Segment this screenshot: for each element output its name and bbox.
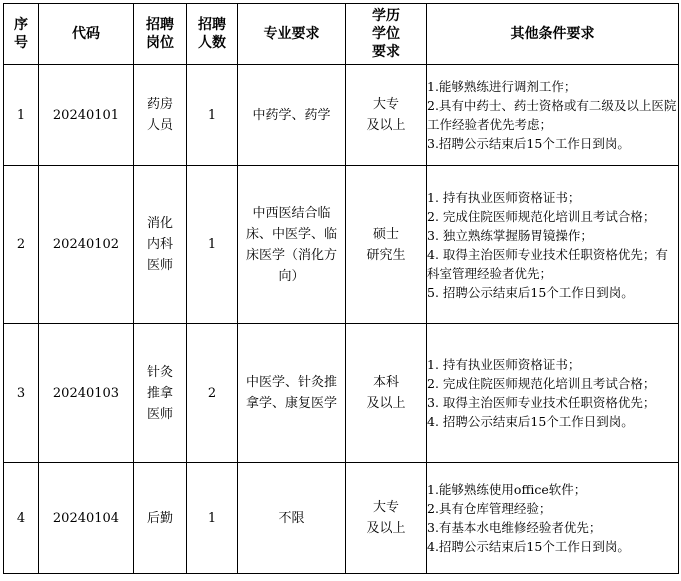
requirement-item: 1.能够熟练进行调剂工作；: [427, 79, 577, 94]
cell-position: 消化 内科 医师: [134, 166, 187, 324]
table-row: [4, 324, 679, 463]
cell-major: 不限: [238, 463, 346, 574]
cell-education: 硕士 研究生: [346, 166, 427, 324]
cell-count: 1: [187, 166, 238, 324]
requirement-item: 2. 完成住院医师规范化培训且考试合格；: [427, 208, 656, 224]
header-code: 代码: [39, 4, 134, 65]
header-count: 招聘 人数: [187, 4, 238, 65]
cell-position: 后勤: [134, 463, 187, 574]
cell-other-requirements: [427, 463, 679, 574]
cell-seq: 2: [4, 166, 39, 324]
requirement-item: 3. 取得主治医师专业技术任职资格优先；: [427, 395, 656, 410]
requirement-item: 1.能够熟练使用office软件；: [427, 482, 587, 497]
table-row: [4, 463, 679, 574]
requirement-item: 4. 取得主治医师专业技术任职资格优先；有科室管理经验者优先；: [427, 246, 668, 281]
requirement-item: 4.招聘公示结束后15个工作日到岗。: [427, 539, 630, 554]
header-row: [4, 4, 679, 65]
requirement-item: 5. 招聘公示结束后15个工作日到岗。: [427, 284, 634, 300]
header-seq: 序 号: [4, 4, 39, 65]
cell-other-requirements: [427, 65, 679, 166]
requirement-item: 1. 持有执业医师资格证书；: [427, 189, 581, 205]
cell-other-requirements: [427, 166, 679, 324]
cell-code: 20240103: [39, 324, 134, 463]
recruitment-table: [3, 3, 679, 574]
requirement-item: 1. 持有执业医师资格证书；: [427, 357, 581, 372]
cell-position: 针灸 推拿 医师: [134, 324, 187, 463]
requirement-item: 3. 独立熟练掌握肠胃镜操作；: [427, 227, 593, 243]
header-position: 招聘 岗位: [134, 4, 187, 65]
cell-code: 20240102: [39, 166, 134, 324]
cell-count: 2: [187, 324, 238, 463]
requirement-item: 4. 招聘公示结束后15个工作日到岗。: [427, 414, 634, 429]
header-other-requirements: 其他条件要求: [427, 4, 679, 65]
cell-code: 20240104: [39, 463, 134, 574]
table-row: [4, 65, 679, 166]
requirement-item: 2.具有仓库管理经验；: [427, 501, 552, 516]
cell-education: 本科 及以上: [346, 324, 427, 463]
cell-major: 中西医结合临床、中医学、临床医学（消化方向）: [238, 166, 346, 324]
cell-education: 大专 及以上: [346, 65, 427, 166]
header-major: 专业要求: [238, 4, 346, 65]
cell-code: 20240101: [39, 65, 134, 166]
requirement-item: 3.有基本水电维修经验者优先；: [427, 520, 602, 535]
cell-count: 1: [187, 65, 238, 166]
table-row: [4, 166, 679, 324]
cell-education: 大专 及以上: [346, 463, 427, 574]
cell-major: 中药学、药学: [238, 65, 346, 166]
cell-major: 中医学、针灸推拿学、康复医学: [238, 324, 346, 463]
cell-seq: 3: [4, 324, 39, 463]
cell-seq: 1: [4, 65, 39, 166]
cell-count: 1: [187, 463, 238, 574]
cell-other-requirements: [427, 324, 679, 463]
requirement-item: 2.具有中药士、药士资格或有二级及以上医院工作经验者优先考虑；: [427, 98, 677, 132]
requirement-item: 3.招聘公示结束后15个工作日到岗。: [427, 136, 630, 151]
header-education: 学历 学位 要求: [346, 4, 427, 65]
cell-seq: 4: [4, 463, 39, 574]
requirement-item: 2. 完成住院医师规范化培训且考试合格；: [427, 376, 656, 391]
cell-position: 药房 人员: [134, 65, 187, 166]
